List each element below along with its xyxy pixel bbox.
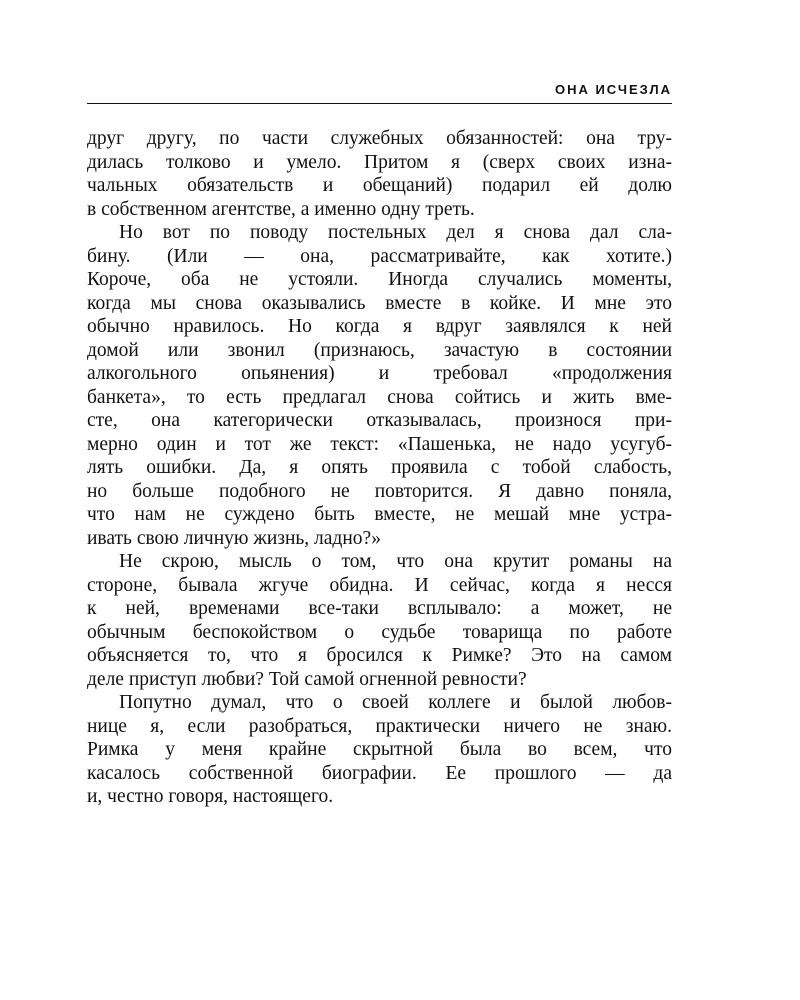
text-line: домой или звонил (признаюсь, зачастую в состоянии [87, 339, 672, 361]
text-line: алкогольного опьянения) и требовал «продолжения [87, 363, 672, 384]
text-line: ивать свою личную жизнь, ладно?» [87, 527, 381, 549]
text-line: сте, она категорически отказывалась, произнося при- [87, 410, 672, 431]
text-line: нице я, если разобраться, практически ничего не знаю. [87, 715, 672, 737]
running-head: ОНА ИСЧЕЗЛА [554, 82, 672, 97]
text-line: Не скрою, мысль о том, что она крутит романы на [119, 551, 672, 572]
text-line: и, честно говоря, настоящего. [87, 786, 334, 807]
text-line: к ней, временами все-таки всплывало: а может, не [87, 598, 672, 619]
text-line: Но вот по поводу постельных дел я снова дал сла- [119, 222, 672, 243]
text-line: мерно один и тот же текст: «Пашенька, не надо усугуб- [87, 433, 672, 455]
text-line: Короче, оба не устояли. Иногда случались моменты, [87, 269, 672, 290]
text-line: Попутно думал, что о своей коллеге и былой любов- [119, 692, 672, 713]
text-line: объясняется то, что я бросился к Римке? Это на самом [87, 645, 672, 666]
text-line: в собственном агентстве, а именно одну треть. [87, 198, 475, 220]
text-line: деле приступ любви? Той самой огненной ревности? [87, 668, 527, 690]
text-line: обычным беспокойством о судьбе товарища по работе [87, 621, 672, 643]
text-line: чальных обязательств и обещаний) подарил ей долю [87, 175, 672, 196]
text-line: обычно нравилось. Но когда я вдруг заявлялся к ней [87, 316, 672, 337]
header-rule [87, 103, 672, 104]
text-line: Римка у меня крайне скрытной была во всем, что [87, 739, 672, 760]
text-line: бину. (Или — она, рассматривайте, как хотите.) [87, 245, 672, 267]
body-text [87, 127, 672, 809]
text-line: дилась толково и умело. Притом я (сверх своих изна- [87, 151, 672, 173]
text-line: что нам не суждено быть вместе, не мешай мне устра- [87, 504, 672, 525]
text-line: но больше подобного не повторится. Я давно поняла, [87, 480, 672, 502]
text-line: лять ошибки. Да, я опять проявила с тобой слабость, [87, 457, 672, 478]
text-line: когда мы снова оказывались вместе в койке. И мне это [87, 292, 672, 314]
text-line: касалось собственной биографии. Ее прошлого — да [87, 762, 672, 784]
text-line: банкета», то есть предлагал снова сойтись и жить вме- [87, 386, 672, 408]
text-line: друг другу, по части служебных обязанностей: она тру- [87, 128, 672, 149]
text-line: стороне, бывала жгуче обидна. И сейчас, когда я несся [87, 574, 672, 596]
